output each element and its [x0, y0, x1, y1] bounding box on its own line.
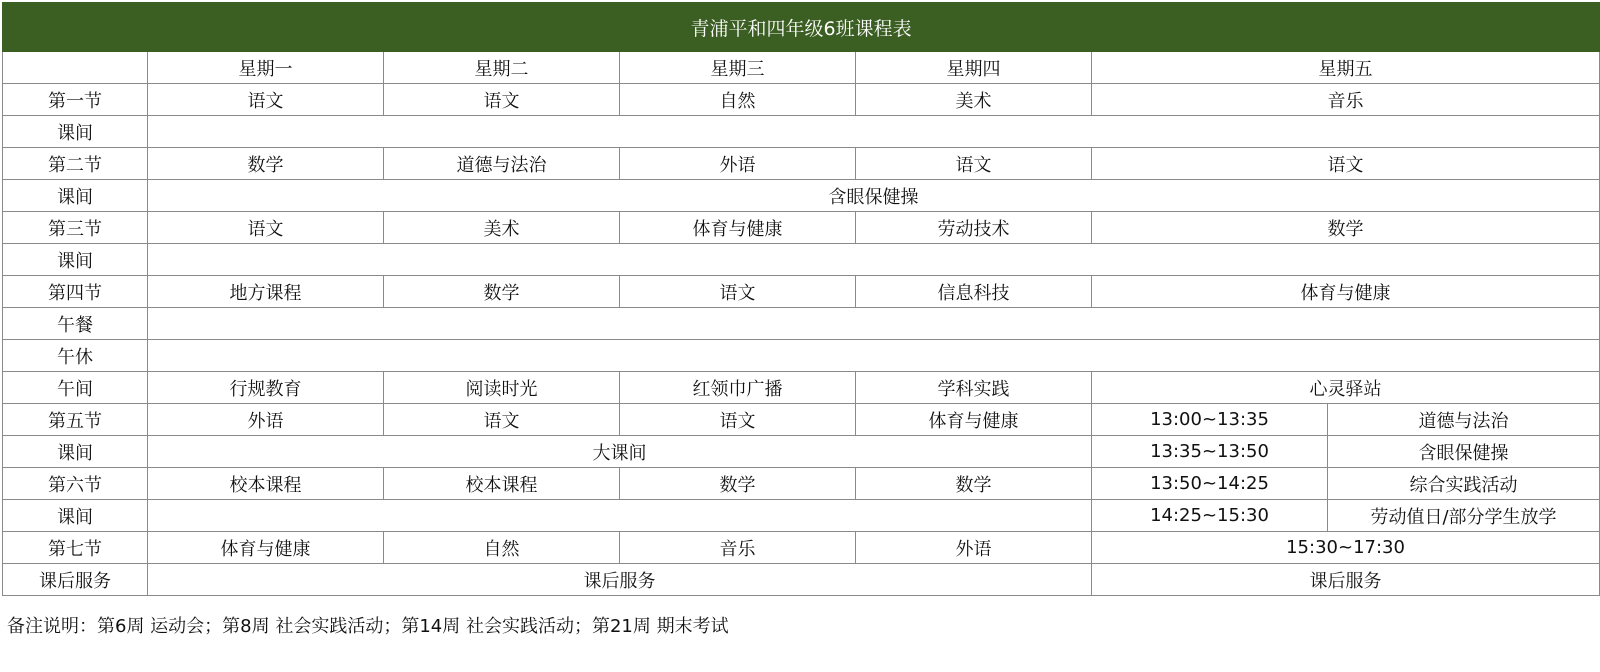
table-row	[3, 372, 1600, 404]
period-label: 课间	[3, 180, 148, 212]
period-label: 午餐	[3, 308, 148, 340]
period-label: 课间	[3, 244, 148, 276]
day-header: 星期一	[148, 52, 384, 84]
span-cell	[148, 244, 1600, 276]
table-cell: 信息科技	[856, 276, 1092, 308]
table-cell: 音乐	[1092, 84, 1600, 116]
span-cell	[148, 500, 1092, 532]
table-row	[3, 436, 1600, 468]
period-label: 第三节	[3, 212, 148, 244]
table-title: 青浦平和四年级6班课程表	[3, 3, 1600, 52]
period-label: 午休	[3, 340, 148, 372]
table-row	[3, 308, 1600, 340]
table-cell: 语文	[148, 212, 384, 244]
table-cell: 体育与健康	[620, 212, 856, 244]
day-header: 星期四	[856, 52, 1092, 84]
table-cell: 语文	[620, 404, 856, 436]
table-cell: 美术	[856, 84, 1092, 116]
footnote: 备注说明：第6周 运动会；第8周 社会实践活动；第14周 社会实践活动；第21周 期末考试	[7, 616, 729, 637]
table-cell: 外语	[856, 532, 1092, 564]
period-label: 课间	[3, 116, 148, 148]
friday-item-cell: 含眼保健操	[1328, 436, 1600, 468]
table-row	[3, 468, 1600, 500]
table-cell: 校本课程	[384, 468, 620, 500]
table-cell: 体育与健康	[856, 404, 1092, 436]
title-row	[3, 3, 1600, 52]
table-cell: 自然	[620, 84, 856, 116]
table-row	[3, 532, 1600, 564]
table-cell: 语文	[148, 84, 384, 116]
span-cell: 课后服务	[148, 564, 1092, 596]
table-cell: 自然	[384, 532, 620, 564]
period-label: 第七节	[3, 532, 148, 564]
table-row	[3, 564, 1600, 596]
friday-item-cell: 劳动值日/部分学生放学	[1328, 500, 1600, 532]
period-label: 第二节	[3, 148, 148, 180]
day-header: 星期二	[384, 52, 620, 84]
table-cell: 数学	[148, 148, 384, 180]
corner-cell	[3, 52, 148, 84]
period-label: 午间	[3, 372, 148, 404]
table-cell: 外语	[148, 404, 384, 436]
table-cell: 体育与健康	[148, 532, 384, 564]
span-cell: 大课间	[148, 436, 1092, 468]
table-cell: 数学	[384, 276, 620, 308]
friday-time-cell: 13:35~13:50	[1092, 436, 1328, 468]
table-cell: 学科实践	[856, 372, 1092, 404]
table-row	[3, 180, 1600, 212]
table-row	[3, 212, 1600, 244]
period-label: 课间	[3, 436, 148, 468]
table-row	[3, 84, 1600, 116]
table-cell: 劳动技术	[856, 212, 1092, 244]
table-cell: 语文	[620, 276, 856, 308]
table-row	[3, 116, 1600, 148]
table-cell: 音乐	[620, 532, 856, 564]
table-row	[3, 404, 1600, 436]
table-cell: 心灵驿站	[1092, 372, 1600, 404]
day-header: 星期三	[620, 52, 856, 84]
table-cell: 地方课程	[148, 276, 384, 308]
span-cell	[148, 340, 1600, 372]
header-row	[3, 52, 1600, 84]
table-cell: 课后服务	[1092, 564, 1600, 596]
table-cell: 红领巾广播	[620, 372, 856, 404]
period-label: 课后服务	[3, 564, 148, 596]
table-row	[3, 276, 1600, 308]
table-cell: 阅读时光	[384, 372, 620, 404]
span-cell	[148, 116, 1600, 148]
table-cell: 语文	[1092, 148, 1600, 180]
period-label: 第一节	[3, 84, 148, 116]
table-cell: 数学	[1092, 212, 1600, 244]
table-cell: 语文	[384, 84, 620, 116]
timetable	[2, 2, 1600, 596]
table-cell: 道德与法治	[384, 148, 620, 180]
table-cell: 外语	[620, 148, 856, 180]
table-row	[3, 340, 1600, 372]
friday-time-cell: 13:00~13:35	[1092, 404, 1328, 436]
table-row	[3, 148, 1600, 180]
period-label: 第四节	[3, 276, 148, 308]
period-label: 第五节	[3, 404, 148, 436]
table-cell: 语文	[856, 148, 1092, 180]
table-cell: 语文	[384, 404, 620, 436]
span-cell: 含眼保健操	[148, 180, 1600, 212]
table-row	[3, 244, 1600, 276]
period-label: 第六节	[3, 468, 148, 500]
table-cell: 美术	[384, 212, 620, 244]
period-label: 课间	[3, 500, 148, 532]
table-cell: 校本课程	[148, 468, 384, 500]
table-cell: 15:30~17:30	[1092, 532, 1600, 564]
friday-item-cell: 道德与法治	[1328, 404, 1600, 436]
friday-time-cell: 14:25~15:30	[1092, 500, 1328, 532]
table-cell: 数学	[620, 468, 856, 500]
friday-item-cell: 综合实践活动	[1328, 468, 1600, 500]
table-row	[3, 500, 1600, 532]
friday-time-cell: 13:50~14:25	[1092, 468, 1328, 500]
table-cell: 体育与健康	[1092, 276, 1600, 308]
span-cell	[148, 308, 1600, 340]
table-cell: 行规教育	[148, 372, 384, 404]
table-cell: 数学	[856, 468, 1092, 500]
day-header: 星期五	[1092, 52, 1600, 84]
